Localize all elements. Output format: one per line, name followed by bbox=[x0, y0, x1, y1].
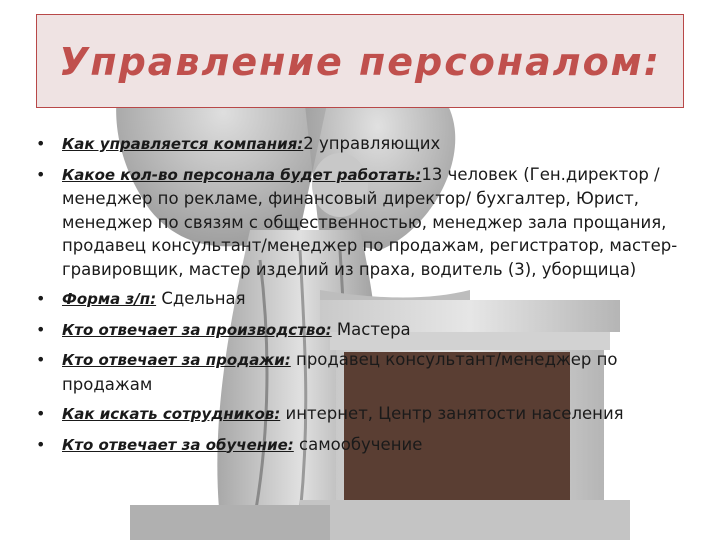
item-value: 2 управляющих bbox=[303, 134, 441, 153]
list-item bbox=[36, 402, 686, 427]
bullet-icon: • bbox=[36, 404, 46, 423]
list-item bbox=[36, 318, 686, 343]
item-label: Форма з/п: bbox=[62, 290, 157, 308]
item-value: Сдельная bbox=[156, 289, 246, 308]
item-value: самообучение bbox=[293, 434, 423, 454]
item-label: Какое кол-во персонала будет работать: bbox=[62, 165, 422, 184]
bullet-icon: • bbox=[36, 319, 46, 339]
list-item bbox=[36, 348, 686, 396]
item-value: продавец консультант/менеджер по продажам bbox=[62, 350, 618, 394]
title-box bbox=[36, 14, 684, 108]
item-label: Как управляется компания: bbox=[62, 135, 304, 153]
item-value: Мастера bbox=[331, 319, 411, 339]
slide-title: Управление персоналом: bbox=[59, 40, 661, 84]
item-label: Кто отвечает за продажи: bbox=[62, 351, 291, 369]
bullet-list bbox=[36, 132, 686, 457]
item-value: 13 человек (Ген.директор /менеджер по рекламе, финансовый директор/ бухгалтер, Юрист, менеджер по связям с общественностью, менеджер зала прощания, продавец консультант/менеджер по продажам, регистратор, мастер-гравировщик, мастер изделий из праха, водитель (3), уборщица) bbox=[62, 164, 678, 279]
item-value: интернет, Центр занятости населения bbox=[280, 404, 624, 423]
bullet-icon: • bbox=[36, 134, 46, 153]
bullet-icon: • bbox=[36, 289, 46, 308]
content-area bbox=[36, 132, 686, 463]
list-item bbox=[36, 163, 686, 282]
item-label: Кто отвечает за обучение: bbox=[62, 435, 294, 454]
item-label: Как искать сотрудников: bbox=[62, 405, 281, 423]
bullet-icon: • bbox=[36, 350, 46, 369]
item-label: Кто отвечает за производство: bbox=[62, 320, 332, 339]
list-item bbox=[36, 132, 686, 157]
list-item bbox=[36, 433, 686, 458]
list-item bbox=[36, 287, 686, 312]
bullet-icon: • bbox=[36, 164, 46, 184]
bullet-icon: • bbox=[36, 434, 46, 454]
